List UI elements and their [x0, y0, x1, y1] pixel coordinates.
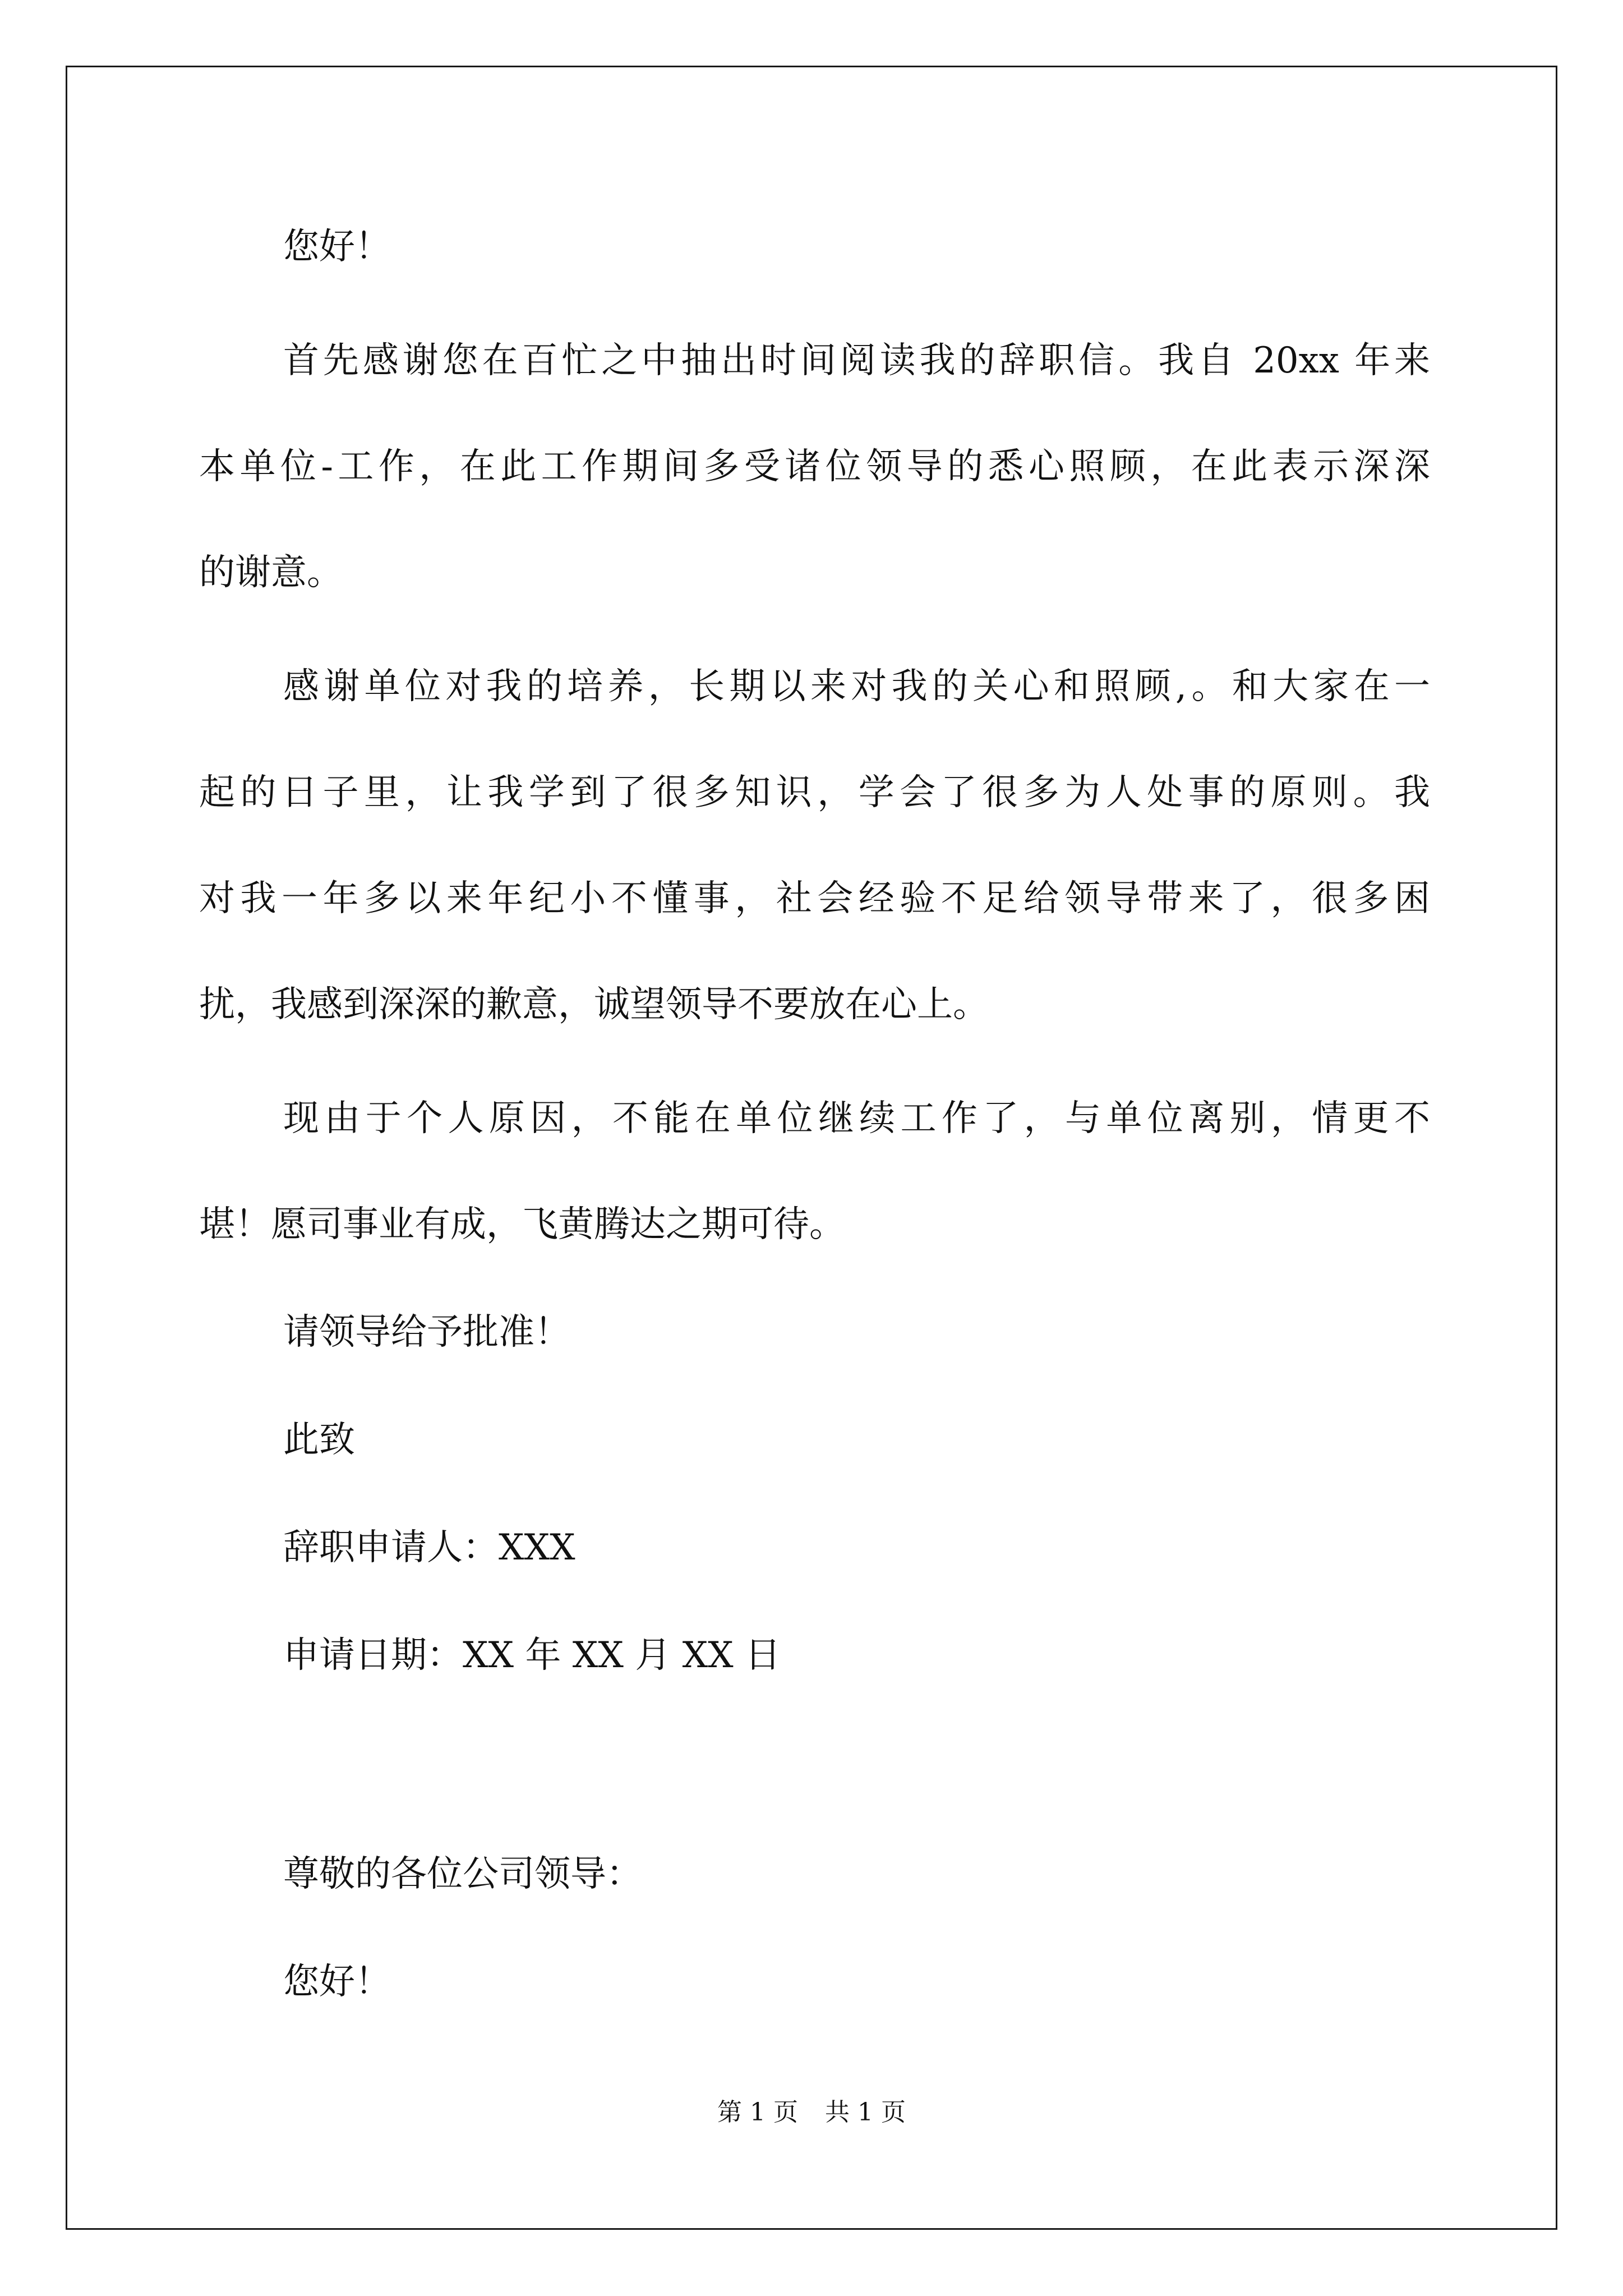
para2-line4: 扰，我感到深深的歉意，诚望领导不要放在心上。 — [199, 984, 989, 1025]
closing: 此致 — [283, 1419, 355, 1461]
para1-line2: 本单位-工作，在此工作期间多受诸位领导的悉心照顾，在此表示深深 — [199, 446, 1430, 487]
page-total: 共 1 页 — [825, 2098, 906, 2127]
applicant: 辞职申请人：XXX — [283, 1527, 575, 1568]
approval-request: 请领导给予批准！ — [283, 1312, 570, 1353]
salutation: 尊敬的各位公司领导： — [283, 1853, 642, 1895]
greeting: 您好！ — [283, 226, 391, 268]
page-number: 第 1 页 — [717, 2098, 798, 2127]
para3-line2: 堪！愿司事业有成，飞黄腾达之期可待。 — [199, 1204, 845, 1245]
para2-line2: 起的日子里，让我学到了很多知识，学会了很多为人处事的原则。我 — [199, 772, 1430, 813]
para2-line1: 感谢单位对我的培养，长期以来对我的关心和照顾,。和大家在一 — [283, 666, 1430, 707]
para1-line1: 首先感谢您在百忙之中抽出时间阅读我的辞职信。我自 20xx 年来 — [283, 340, 1430, 381]
application-date: 申请日期：XX 年 XX 月 XX 日 — [283, 1635, 781, 1676]
page-footer — [0, 2097, 1623, 2128]
para2-line3: 对我一年多以来年纪小不懂事，社会经验不足给领导带来了，很多困 — [199, 878, 1430, 919]
page-border — [66, 66, 1557, 2230]
para3-line1: 现由于个人原因，不能在单位继续工作了，与单位离别，情更不 — [283, 1098, 1430, 1139]
greeting-2: 您好！ — [283, 1961, 391, 2003]
para1-line3: 的谢意。 — [199, 552, 343, 593]
